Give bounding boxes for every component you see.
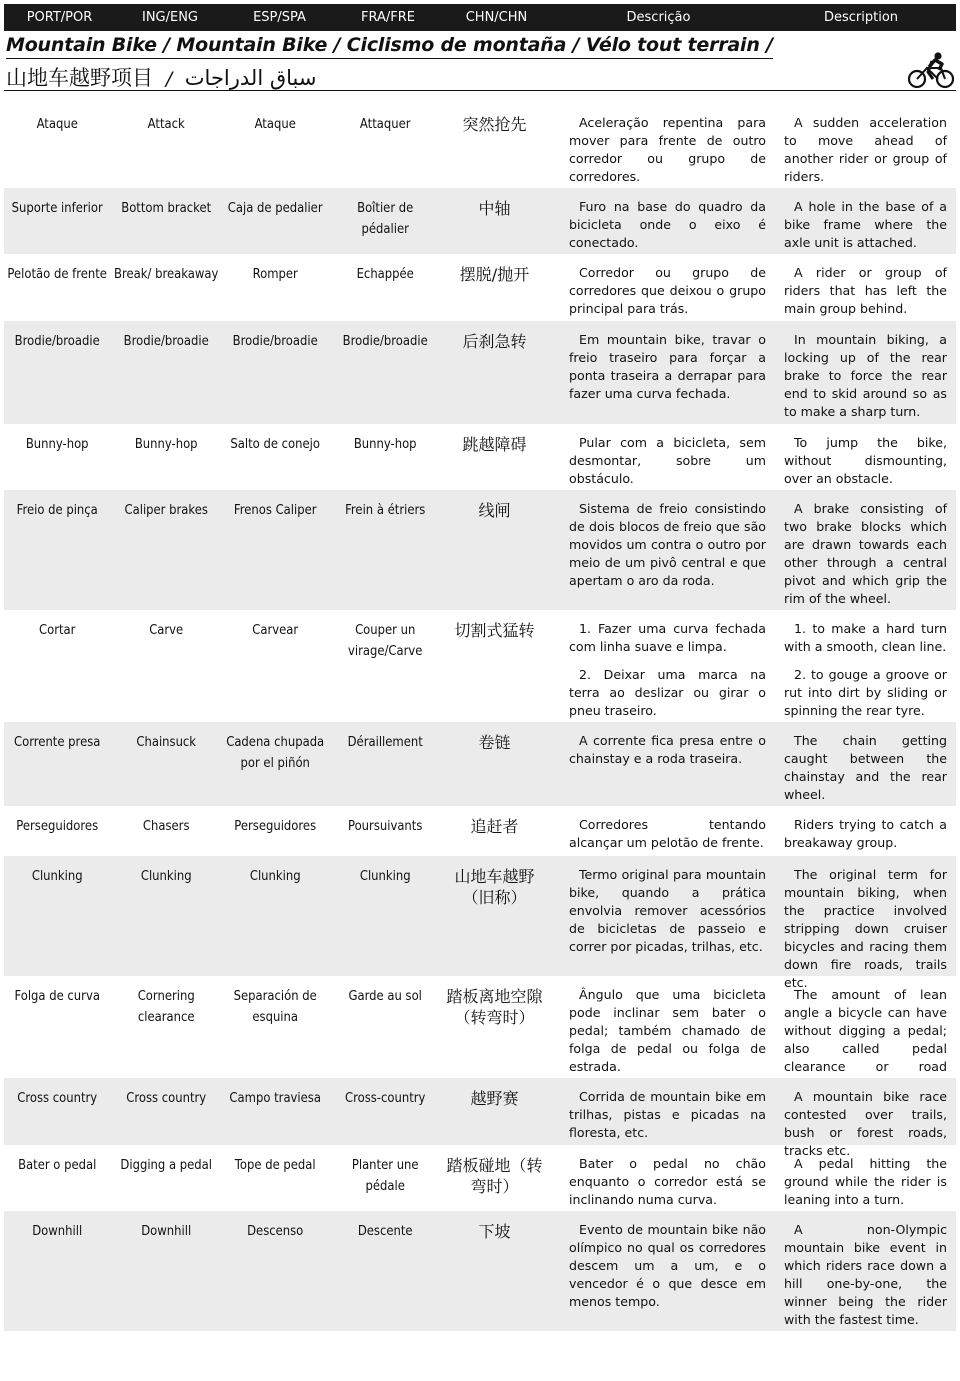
table-row xyxy=(4,321,956,424)
description-eng-paragraph: A hole in the base of a bike frame where the axle unit is attached. xyxy=(784,199,947,250)
column-header-bar xyxy=(4,4,956,31)
description-eng xyxy=(784,1221,947,1329)
description-eng xyxy=(784,732,947,804)
description-eng-paragraph: A rider or group of riders that has left the main group behind. xyxy=(784,265,947,316)
term-por: Clunking xyxy=(32,868,83,884)
description-eng-paragraph: The original term for mountain biking, when the practice involved stripping down cruiser bicycles and racing them down fire roads, trails etc. xyxy=(784,867,947,990)
term-spa: Ataque xyxy=(254,116,297,132)
term-eng: Clunking xyxy=(141,868,192,884)
description-por-paragraph: Sistema de freio consistindo de dois blocos de freio que são movidos um contra o outro por meio de um pivô central e que apertam o aro da roda. xyxy=(569,501,766,588)
term-por: Pelotão de frente xyxy=(7,266,108,282)
col-header-spa: ESP/SPA xyxy=(253,10,306,25)
term-chn: 切割式猛转 xyxy=(454,621,535,640)
title-chn-ara xyxy=(6,62,316,92)
description-eng-paragraph: A pedal hitting the ground while the rider is leaning into a turn. xyxy=(784,1156,947,1207)
description-por-paragraph: Aceleração repentina para mover para frente de outro corredor ou grupo de corredores. xyxy=(569,115,766,184)
description-eng-paragraph: The amount of lean angle a bicycle can have without digging a pedal; also called pedal clearance or road xyxy=(784,987,947,1074)
description-eng-paragraph: A non-Olympic mountain bike event in which riders race down a hill one-by-one, the winner being the rider with the fastest time. xyxy=(784,1222,947,1327)
table-row xyxy=(4,1078,956,1158)
term-eng: Bunny-hop xyxy=(135,436,198,452)
description-por-paragraph: Ângulo que uma bicicleta pode inclinar sem bater o pedal; também chamado de folga de pedal ou folga de estrada. xyxy=(569,987,766,1074)
description-por xyxy=(569,620,766,720)
description-por xyxy=(569,1088,766,1142)
term-chn: 中轴 xyxy=(478,199,511,218)
table-row xyxy=(4,722,956,806)
description-eng xyxy=(784,114,947,186)
term-eng: Chainsuck xyxy=(136,734,197,750)
col-header-fra: FRA/FRE xyxy=(361,10,415,25)
term-fra: Couper un virage/Carve xyxy=(348,622,423,659)
term-fra: Descente xyxy=(358,1223,413,1239)
description-por-paragraph: Bater o pedal no chão enquanto o corredor está se inclinando numa curva. xyxy=(569,1156,766,1207)
term-eng: Chasers xyxy=(143,818,190,834)
term-fra: Déraillement xyxy=(347,734,424,750)
term-por: Freio de pinça xyxy=(16,502,99,518)
description-eng-paragraph: A brake consisting of two brake blocks which are drawn towards each other through a central pivot and which grip the rim of the wheel. xyxy=(784,501,947,606)
description-por-paragraph: Evento de mountain bike não olímpico no qual os corredores descem um a um, e o vencedor é o que desce em menos tempo. xyxy=(569,1222,766,1309)
term-spa: Brodie/broadie xyxy=(232,333,319,349)
term-spa: Caja de pedalier xyxy=(228,200,323,216)
col-header-eng: ING/ENG xyxy=(141,10,199,25)
table-row xyxy=(4,1145,956,1211)
description-eng xyxy=(784,1155,947,1209)
description-por xyxy=(569,986,766,1076)
description-por-paragraph: 1. Fazer uma curva fechada com linha suave e limpa. xyxy=(569,621,766,654)
term-spa: Salto de conejo xyxy=(230,436,321,452)
term-spa: Cadena chupada por el piñón xyxy=(226,734,325,771)
description-eng-paragraph: In mountain biking, a locking up of the rear brake to force the rear end to skid around so as to make a sharp turn. xyxy=(784,332,947,419)
sport-title xyxy=(4,32,956,94)
description-eng-paragraph: To jump the bike, without dismounting, over an obstacle. xyxy=(784,435,947,486)
col-header-chn: CHN/CHN xyxy=(465,10,528,25)
description-por xyxy=(569,500,766,590)
term-fra: Clunking xyxy=(360,868,411,884)
table-row xyxy=(4,188,956,254)
term-por: Ataque xyxy=(36,116,79,132)
description-eng-paragraph: A sudden acceleration to move ahead of another rider or group of riders. xyxy=(784,115,947,184)
term-eng: Cornering clearance xyxy=(137,988,196,1025)
term-eng: Digging a pedal xyxy=(120,1157,213,1173)
description-por-paragraph: Corredor ou grupo de corredores que deixou o grupo principal para trás. xyxy=(569,265,766,316)
description-eng xyxy=(784,264,947,318)
col-header-por: PORT/POR xyxy=(26,10,93,25)
table-row xyxy=(4,976,956,1078)
term-por: Cortar xyxy=(39,622,76,638)
description-por xyxy=(569,1155,766,1209)
description-por-paragraph: Corrida de mountain bike em trilhas, pistas e picadas na floresta, etc. xyxy=(569,1089,766,1140)
term-fra: Boîtier de pédalier xyxy=(357,200,414,237)
description-por-paragraph: Termo original para mountain bike, quando a prática envolvia remover acessórios de bicicletas de passeio e correr por picadas, trilhas, etc. xyxy=(569,867,766,954)
description-eng xyxy=(784,198,947,252)
term-chn: 突然抢先 xyxy=(462,115,527,134)
table-row xyxy=(4,490,956,610)
term-fra: Bunny-hop xyxy=(354,436,417,452)
term-fra: Frein à étriers xyxy=(345,502,426,518)
description-eng xyxy=(784,500,947,608)
term-fra: Brodie/broadie xyxy=(342,333,429,349)
table-row xyxy=(4,610,956,722)
term-chn: 越野赛 xyxy=(470,1089,519,1108)
term-por: Perseguidores xyxy=(16,818,99,834)
description-por xyxy=(569,1221,766,1311)
table-row xyxy=(4,424,956,490)
title-rule xyxy=(4,90,956,91)
term-eng: Brodie/broadie xyxy=(123,333,210,349)
description-por xyxy=(569,434,766,488)
term-por: Bunny-hop xyxy=(26,436,89,452)
term-chn: 山地车越野（旧称） xyxy=(454,867,535,907)
term-spa: Romper xyxy=(252,266,299,282)
term-por: Brodie/broadie xyxy=(14,333,101,349)
term-fra: Garde au sol xyxy=(348,988,423,1004)
term-por: Cross country xyxy=(17,1090,98,1106)
mountain-bike-cyclist-icon xyxy=(908,50,954,90)
description-eng-paragraph: A mountain bike race contested over trails, bush or forest roads, tracks etc. xyxy=(784,1089,947,1158)
term-spa: Perseguidores xyxy=(234,818,317,834)
term-spa: Campo traviesa xyxy=(229,1090,322,1106)
description-por xyxy=(569,866,766,956)
description-por-paragraph: Corredores tentando alcançar um pelotão de frente. xyxy=(569,817,766,850)
term-spa: Descenso xyxy=(247,1223,304,1239)
description-por-paragraph: 2. Deixar uma marca na terra ao deslizar ou girar o pneu traseiro. xyxy=(569,667,766,718)
term-eng: Cross country xyxy=(126,1090,207,1106)
table-row xyxy=(4,254,956,321)
term-spa: Clunking xyxy=(250,868,301,884)
term-chn: 摆脱/抛开 xyxy=(459,265,530,284)
title-ara: سباق الدراجات xyxy=(184,66,317,90)
term-fra: Poursuivants xyxy=(348,818,423,834)
description-eng-paragraph: The chain getting caught between the chainstay and the rear wheel. xyxy=(784,733,947,802)
term-spa: Carvear xyxy=(252,622,299,638)
title-text: Mountain Bike / Mountain Bike / Ciclismo de montaña / Vélo tout terrain / xyxy=(6,34,773,56)
term-por: Downhill xyxy=(32,1223,83,1239)
term-chn: 踏板离地空隙（转弯时） xyxy=(446,987,543,1027)
term-spa: Separación de esquina xyxy=(233,988,318,1025)
description-por xyxy=(569,816,766,852)
description-por-paragraph: Em mountain bike, travar o freio traseiro para forçar a ponta traseira a derrapar para fazer uma curva fechada. xyxy=(569,332,766,401)
description-por xyxy=(569,331,766,403)
term-por: Corrente presa xyxy=(14,734,101,750)
description-eng xyxy=(784,620,947,720)
term-por: Bater o pedal xyxy=(18,1157,97,1173)
term-eng: Downhill xyxy=(141,1223,192,1239)
description-eng-paragraph: 2. to gouge a groove or rut into dirt by sliding or spinning the rear tyre. xyxy=(784,667,947,718)
term-eng: Bottom bracket xyxy=(121,200,212,216)
term-chn: 下坡 xyxy=(478,1222,511,1241)
term-fra: Cross-country xyxy=(345,1090,426,1106)
term-por: Folga de curva xyxy=(14,988,101,1004)
term-eng: Carve xyxy=(149,622,184,638)
description-por xyxy=(569,264,766,318)
title-chn: 山地车越野项目 xyxy=(6,66,153,90)
term-chn: 踏板碰地（转弯时） xyxy=(446,1156,543,1196)
term-fra: Planter une pédale xyxy=(352,1157,419,1194)
description-eng-paragraph: Riders trying to catch a breakaway group. xyxy=(784,817,947,850)
description-eng xyxy=(784,331,947,421)
term-fra: Attaquer xyxy=(360,116,411,132)
description-por xyxy=(569,732,766,768)
table-row xyxy=(4,806,956,856)
term-spa: Frenos Caliper xyxy=(234,502,317,518)
description-por xyxy=(569,198,766,252)
term-eng: Attack xyxy=(147,116,186,132)
term-chn: 卷链 xyxy=(478,733,511,752)
description-eng xyxy=(784,434,947,488)
description-eng-paragraph: 1. to make a hard turn with a smooth, clean line. xyxy=(784,621,947,654)
term-chn: 追赶者 xyxy=(470,817,519,836)
description-eng xyxy=(784,866,947,992)
term-chn: 跳越障碍 xyxy=(462,435,527,454)
term-chn: 线闸 xyxy=(478,501,511,520)
col-header-description: Description xyxy=(823,10,899,25)
table-row xyxy=(4,104,956,188)
term-por: Suporte inferior xyxy=(11,200,104,216)
title-multilingual xyxy=(6,34,773,56)
description-eng xyxy=(784,816,947,852)
glossary-table xyxy=(4,104,956,1331)
description-por xyxy=(569,114,766,186)
title-separator: / xyxy=(165,68,173,90)
term-chn: 后刹急转 xyxy=(462,332,527,351)
term-spa: Tope de pedal xyxy=(235,1157,316,1173)
term-fra: Echappée xyxy=(356,266,415,282)
description-por-paragraph: Furo na base do quadro da bicicleta onde o eixo é conectado. xyxy=(569,199,766,250)
table-row xyxy=(4,1211,956,1331)
term-eng: Break/ breakaway xyxy=(114,266,219,282)
description-por-paragraph: Pular com a bicicleta, sem desmontar, sobre um obstáculo. xyxy=(569,435,766,486)
table-row xyxy=(4,856,956,990)
term-eng: Caliper brakes xyxy=(124,502,209,518)
description-por-paragraph: A corrente fica presa entre o chainstay e a roda traseira. xyxy=(569,733,766,766)
col-header-descricao: Descrição xyxy=(626,10,691,25)
